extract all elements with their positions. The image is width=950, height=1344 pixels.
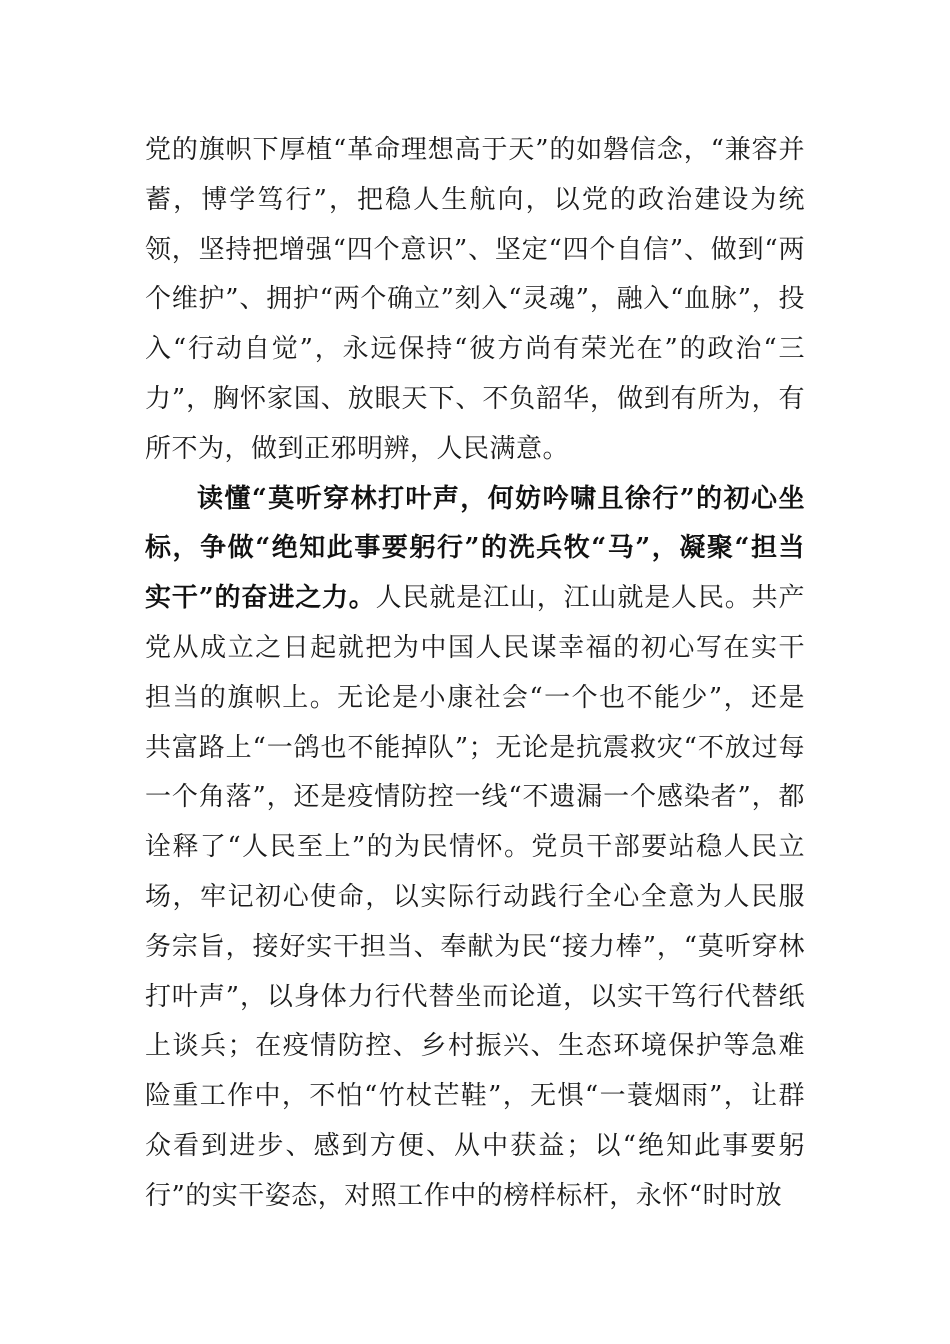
paragraph-text: 人民就是江山，江山就是人民。共产党从成立之日起就把为中国人民谋幸福的初心写在实干担当的旗帜上。无论是小康社会“一个也不能少”，还是共富路上“一鸽也不能掉队”；无论是抗震救灾“不放过每一个角落”，还是疫情防控一线“不遗漏一个感染者”，都诠释了“人民至上”的为民情怀。党员干部要站稳人民立场，牢记初心使命，以实际行动践行全心全意为人民服务宗旨，接好实干担当、奉献为民“接力棒”，“莫听穿林打叶声”，以身体力行代替坐而论道，以实干笃行代替纸上谈兵；在疫情防控、乡村振兴、生态环境保护等急难险重工作中，不怕“竹杖芒鞋”，无惧“一蓑烟雨”，让群众看到进步、感到方便、从中获益；以“绝知此事要躬行”的实干姿态，对照工作中的榜样标杆，永怀“时时放: [145, 583, 805, 1211]
paragraph-lead-heading: 读懂“莫听穿林打叶声，何妨吟啸且徐行”的初心坐标，争做“绝知此事要躬行”的洗兵牧“马”，凝聚“担当实干”的奋进之力。: [145, 483, 805, 614]
document-body: [145, 126, 805, 1222]
paragraph-initial-heart: [145, 475, 805, 1222]
paragraph-text: 党的旗帜下厚植“革命理想高于天”的如磐信念，“兼容并蓄，博学笃行”，把稳人生航向，以党的政治建设为统领，坚持把增强“四个意识”、坚定“四个自信”、做到“两个维护”、拥护“两个确立”刻入“灵魂”，融入“血脉”，投入“行动自觉”，永远保持“彼方尚有荣光在”的政治“三力”，胸怀家国、放眼天下、不负韶华，做到有所为，有所不为，做到正邪明辨，人民满意。: [145, 135, 805, 464]
paragraph-continued: [145, 126, 805, 475]
